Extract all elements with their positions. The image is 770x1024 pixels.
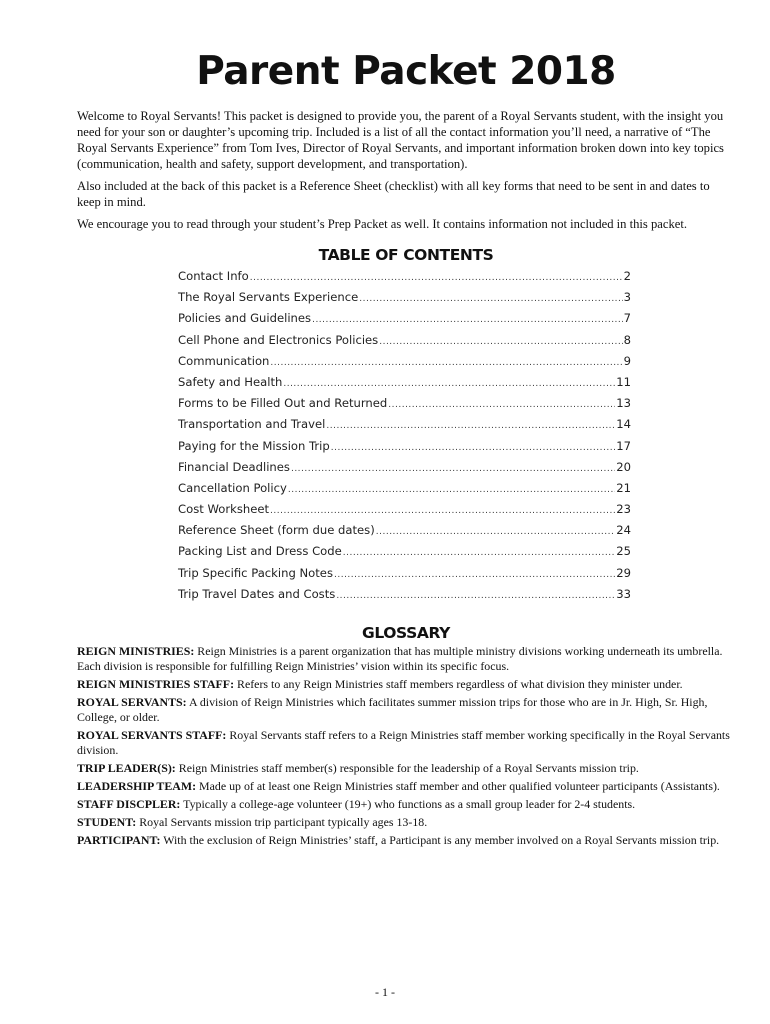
glossary-definition: Refers to any Reign Ministries staff members regardless of what division they minister under. [237,677,683,691]
glossary-entry [77,695,735,725]
toc-entry-page: 11 [616,374,631,389]
glossary-definition: Royal Servants staff refers to a Reign Ministries staff member working specifically in the Royal Servants division. [77,728,730,757]
intro-paragraph: Welcome to Royal Servants! This packet is designed to provide you, the parent of a Royal Servants student, with the insight you need for your son or daughter’s upcoming trip. Included is a list of all the contact information you’ll need, a narrative of “The Royal Servants Experience” from Tom Ives, Director of Royal Servants, and important information broken down into key topics (communication, health and safety, support development, and transportation). [77,109,724,171]
toc-entry[interactable] [178,290,631,311]
glossary-term: ROYAL SERVANTS: [77,695,187,709]
toc-leader-dots [376,527,615,537]
glossary-entry [77,833,735,848]
toc-entry[interactable] [178,502,631,523]
toc-entry-label: Cost Worksheet [178,502,270,517]
toc-entry-page: 17 [616,438,631,453]
toc-entry[interactable] [178,417,631,438]
toc-leader-dots [326,421,615,431]
glossary-term: ROYAL SERVANTS STAFF: [77,728,227,742]
toc-leader-dots [283,379,615,389]
toc-entry-page: 20 [616,459,631,474]
toc-entry-label: Packing List and Dress Code [178,544,342,559]
toc-entry-page: 9 [623,353,631,368]
glossary-definition: With the exclusion of Reign Ministries’ staff, a Participant is any member involved on a Royal Servants mission trip. [163,833,720,847]
toc-heading: TABLE OF CONTENTS [318,246,494,264]
toc-entry-page: 3 [623,290,631,305]
glossary-entry [77,677,735,692]
toc-leader-dots [359,294,622,304]
toc-leader-dots [336,591,615,601]
glossary-entry [77,797,735,812]
toc-leader-dots [270,506,615,516]
glossary-entry [77,761,735,776]
toc-entry-page: 24 [616,523,631,538]
toc-entry-page: 13 [616,396,631,411]
glossary-definition: Reign Ministries staff member(s) responsible for the leadership of a Royal Servants mission trip. [178,761,639,775]
toc-entry-page: 7 [623,311,631,326]
toc-entry[interactable] [178,566,631,587]
toc-entry-label: Financial Deadlines [178,459,290,474]
toc-entry[interactable] [178,544,631,565]
toc-entry-label: Trip Specific Packing Notes [178,565,333,580]
toc-leader-dots [379,337,622,347]
toc-entry-page: 29 [616,565,631,580]
glossary-entry [77,779,735,794]
glossary-definition: Typically a college-age volunteer (19+) who functions as a small group leader for 2-4 students. [183,797,636,811]
toc-entry-page: 8 [623,332,631,347]
toc-entry[interactable] [178,587,631,608]
glossary-definition: Reign Ministries is a parent organization that has multiple ministry divisions working underneath its umbrella. Each division is responsible for fulfilling Reign Ministries’ vision within its specific focus. [77,644,723,673]
page-title: Parent Packet 2018 [196,49,616,94]
glossary-definition: Made up of at least one Reign Ministries staff member and other qualified volunteer participants (Assistants). [199,779,720,793]
toc-leader-dots [388,400,615,410]
table-of-contents [178,269,631,608]
toc-leader-dots [343,548,615,558]
toc-leader-dots [270,358,622,368]
glossary-heading: GLOSSARY [362,624,450,642]
intro-section [77,108,735,232]
toc-entry[interactable] [178,375,631,396]
toc-entry-label: Policies and Guidelines [178,311,312,326]
toc-leader-dots [331,443,615,453]
toc-entry[interactable] [178,460,631,481]
toc-entry-label: Cell Phone and Electronics Policies [178,332,379,347]
glossary-definition: A division of Reign Ministries which facilitates summer mission trips for those who are in Jr. High, Sr. High, College, or older. [77,695,708,724]
toc-entry-label: Reference Sheet (form due dates) [178,523,375,538]
glossary-entry [77,728,735,758]
glossary-term: REIGN MINISTRIES STAFF: [77,677,235,691]
toc-entry[interactable] [178,523,631,544]
toc-entry[interactable] [178,269,631,290]
glossary-term: STAFF DISCPLER: [77,797,181,811]
intro-paragraph: Also included at the back of this packet is a Reference Sheet (checklist) with all key forms that need to be sent in and dates to keep in mind. [77,179,710,209]
toc-entry[interactable] [178,481,631,502]
toc-entry[interactable] [178,333,631,354]
toc-entry-label: Cancellation Policy [178,480,287,495]
toc-entry-label: Trip Travel Dates and Costs [178,586,336,601]
toc-entry-page: 2 [623,269,631,283]
toc-entry-label: The Royal Servants Experience [178,290,359,305]
toc-leader-dots [291,464,615,474]
glossary-definition: Royal Servants mission trip participant typically ages 13-18. [139,815,428,829]
glossary-term: PARTICIPANT: [77,833,161,847]
toc-entry-label: Paying for the Mission Trip [178,438,330,453]
toc-entry[interactable] [178,354,631,375]
toc-entry[interactable] [178,396,631,417]
glossary-term: TRIP LEADER(S): [77,761,176,775]
glossary-term: REIGN MINISTRIES: [77,644,195,658]
toc-entry-page: 21 [616,480,631,495]
toc-entry-label: Communication [178,353,270,368]
toc-leader-dots [312,315,623,325]
intro-paragraph: We encourage you to read through your student’s Prep Packet as well. It contains information not included in this packet. [77,217,687,231]
toc-entry-label: Forms to be Filled Out and Returned [178,396,388,411]
toc-entry-page: 23 [616,502,631,517]
toc-entry-page: 25 [616,544,631,559]
toc-entry[interactable] [178,439,631,460]
page-number: - 1 - [375,985,395,999]
toc-entry-label: Transportation and Travel [178,417,326,432]
toc-entry-page: 14 [616,417,631,432]
glossary-term: LEADERSHIP TEAM: [77,779,197,793]
toc-entry-label: Safety and Health [178,374,283,389]
toc-leader-dots [334,570,615,580]
toc-entry-label: Contact Info [178,269,249,283]
glossary [77,644,735,848]
glossary-term: STUDENT: [77,815,137,829]
toc-leader-dots [250,273,623,283]
glossary-entry [77,644,735,674]
toc-entry[interactable] [178,311,631,332]
document-page [77,44,735,851]
glossary-entry [77,815,735,830]
toc-entry-page: 33 [616,586,631,601]
toc-leader-dots [288,485,615,495]
